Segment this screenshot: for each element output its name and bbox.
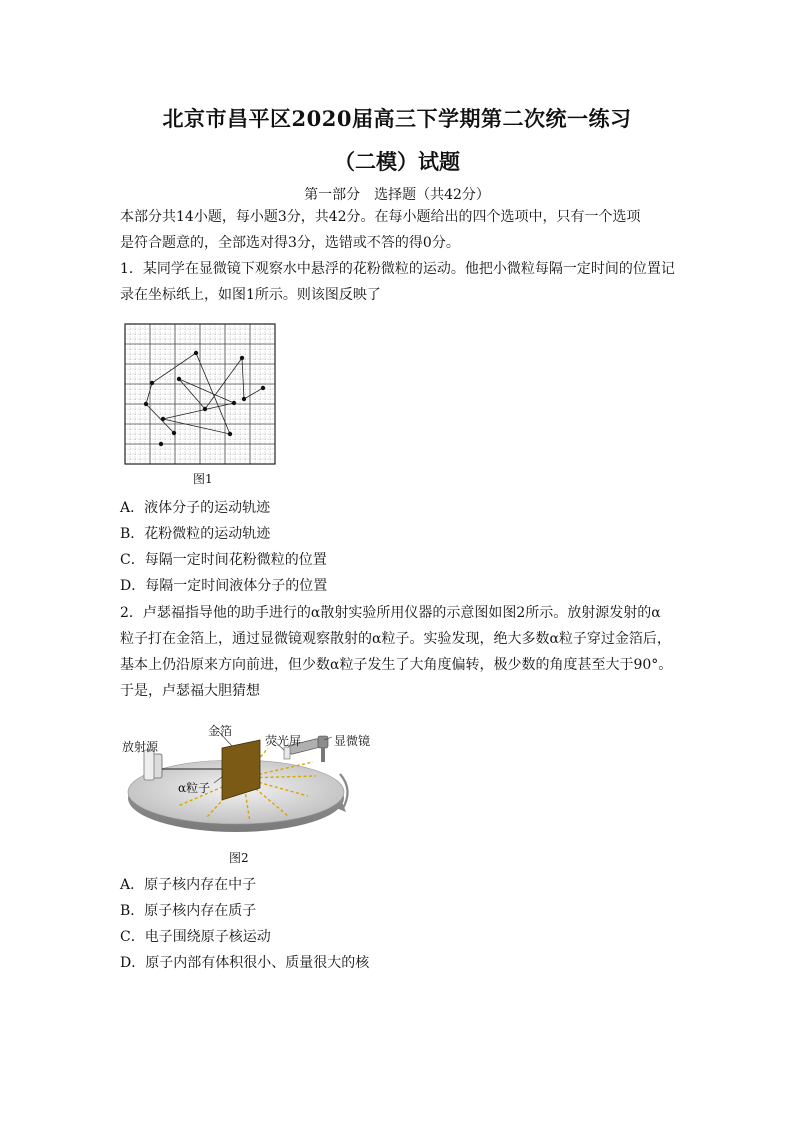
particle-position-dot [161,417,165,421]
figure-1-caption: 图1 [193,472,213,486]
instructions-line-1: 本部分共14小题，每小题3分，共42分。在每小题给出的四个选项中，只有一个选项 [120,209,641,225]
figure-2-caption: 图2 [229,851,249,865]
q1-option-b: B．花粉微粒的运动轨迹 [120,526,271,542]
figure-1-grid-diagram [124,323,276,465]
instructions-line-2: 是符合题意的，全部选对得3分，选错或不答的得0分。 [120,235,460,251]
q2-option-d: D．原子内部有体积很小、质量很大的核 [120,955,370,971]
particle-position-dot [144,402,148,406]
label-alpha-particle: α粒子 [178,781,211,795]
q2-stem-line-4: 于是，卢瑟福大胆猜想 [120,683,260,699]
particle-position-dot [203,407,207,411]
label-microscope: 显微镜 [334,734,371,748]
particle-position-dot [261,386,265,390]
particle-position-dot [228,432,232,436]
particle-position-dot [232,401,236,405]
particle-position-dot [159,442,163,446]
q2-stem-line-2: 粒子打在金箔上，通过显微镜观察散射的α粒子。实验发现，绝大多数α粒子穿过金箔后， [120,631,671,647]
q1-option-d: D．每隔一定时间液体分子的位置 [120,578,328,594]
particle-path [144,351,265,446]
particle-position-dot [194,351,198,355]
label-radiation-source: 放射源 [122,740,159,754]
exam-subtitle: （二模）试题 [334,149,460,174]
exam-title: 北京市昌平区2020届高三下学期第二次统一练习 [162,106,632,131]
section-heading: 第一部分 选择题（共42分） [304,187,490,203]
label-gold-foil: 金箔 [208,724,233,738]
q2-stem-line-3: 基本上仍沿原来方向前进，但少数α粒子发生了大角度偏转，极少数的角度甚至大于90°。 [120,657,673,673]
q2-option-c: C．电子围绕原子核运动 [120,929,271,945]
q2-option-b: B．原子核内存在质子 [120,903,257,919]
particle-position-dot [242,397,246,401]
q2-option-a: A．原子核内存在中子 [120,877,257,893]
label-fluorescent-screen: 荧光屏 [265,734,302,748]
q2-stem-line-1: 2．卢瑟福指导他的助手进行的α散射实验所用仪器的示意图如图2所示。放射源发射的α [120,605,661,621]
q1-option-a: A．液体分子的运动轨迹 [120,500,271,516]
particle-position-dot [177,377,181,381]
q1-option-c: C．每隔一定时间花粉微粒的位置 [120,552,327,568]
particle-position-dot [150,381,154,385]
q1-stem-line-2: 录在坐标纸上，如图1所示。则该图反映了 [120,287,381,303]
particle-position-dot [172,431,176,435]
q1-stem-line-1: 1．某同学在显微镜下观察水中悬浮的花粉微粒的运动。他把小微粒每隔一定时间的位置记 [120,261,675,277]
particle-position-dot [240,356,244,360]
